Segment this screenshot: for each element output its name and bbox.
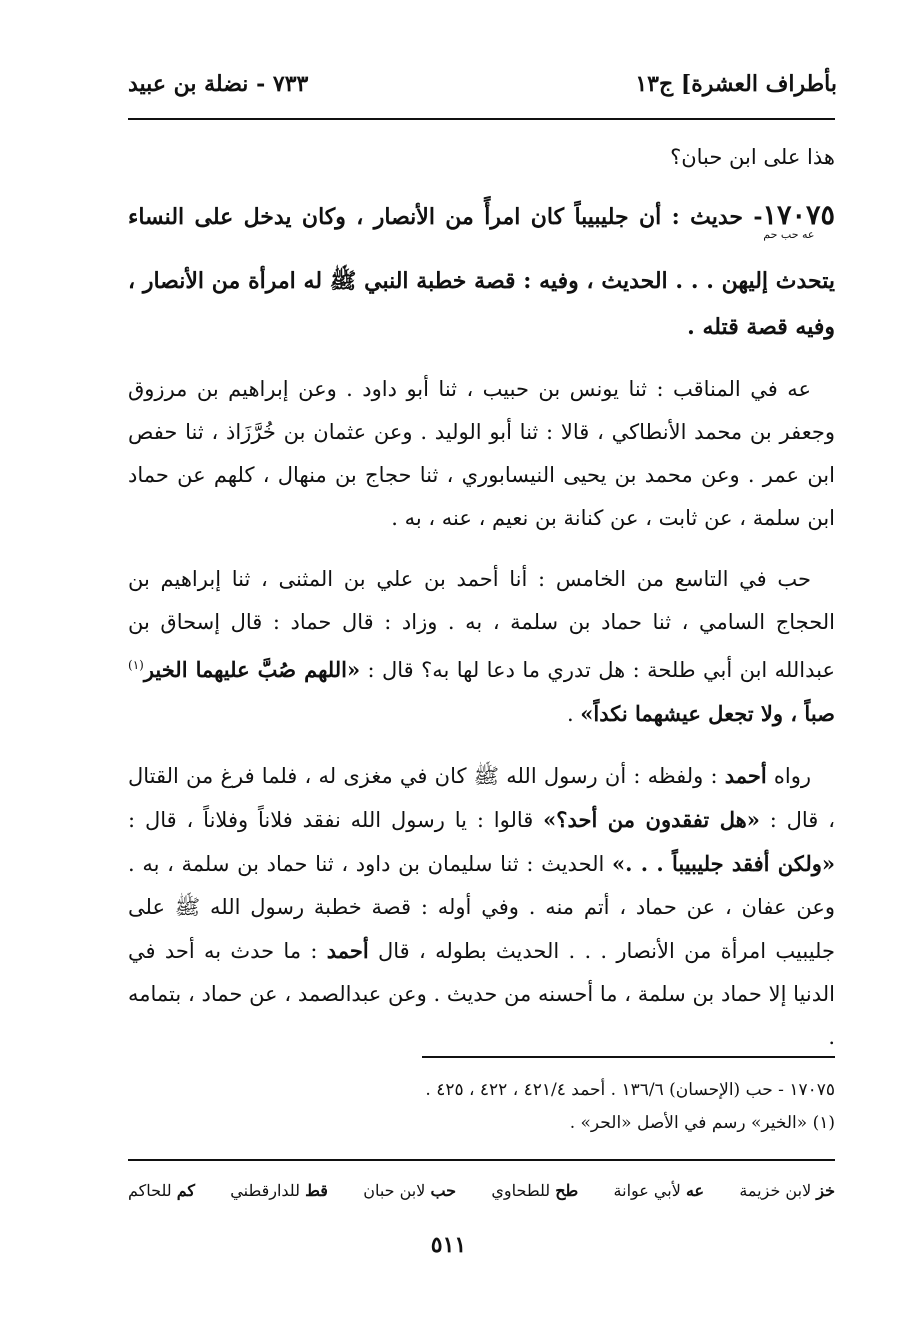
page-number: ٥١١ [430,1232,467,1258]
hadith-text: - حديث : أن جليبيباً كان امرأً من الأنصار ، وكان يدخل على النساء يتحدث إليهن . . . الحديث ، وفيه : قصة خطبة النبي ﷺ له امرأة من الأنصار ، وفيه قصة قتله . [128,204,835,340]
footnote-source: ١٧٠٧٥ - حب (الإحسان) ١٣٦/٦ . أحمد ٤٢١/٤ ، ٤٢٢ ، ٤٢٥ . [425,1080,835,1100]
header-book-title: بأطراف العشرة] ج١٣ [635,71,837,97]
abbreviation-legend [128,1172,835,1208]
p3-ahmad: أحمد [724,763,767,788]
p2-dua: «اللهم صُبَّ عليهما الخير [143,657,361,682]
p2-dua-end: صباً ، ولا تجعل عيشهما نكداً» [580,701,835,726]
p3-e: قالوا : يا رسول الله نفقد فلاناً وفلاناً ، قال : [128,808,544,832]
hadith-sigla: عه حب حم [763,228,815,241]
legend-rule [128,1159,835,1161]
p3-i: : ما حدث به أحد في الدنيا إلا حماد بن سلمة ، ما أحسنه من حديث . وعن عبدالصمد ، عن حماد ، بتمامه . [128,939,835,1049]
header-chapter-title: ٧٣٣ - نضلة بن عبيد [128,71,309,97]
paragraph-manaqib: عه في المناقب : ثنا يونس بن حبيب ، ثنا أبو داود . وعن إبراهيم بن مرزوق وجعفر بن محمد الأنطاكي ، قالا : ثنا أبو الوليد . وعن عثمان بن خُرَّزَاذ ، ثنا حفص ابن عمر . وعن محمد بن يحيى النيسابوري ، ثنا حجاج بن منهال ، كلهم عن حماد ابن سلمة ، عن ثابت ، عن كنانة بن نعيم ، عنه ، به . [128,377,835,530]
p3-c: : ولفظه : أن رسول الله ﷺ كان في مغزى له ، فلما فرغ من القتال ، قال : [128,764,835,832]
legend-item: خز لابن خزيمة [739,1180,835,1200]
p3-a: رواه [766,764,811,788]
p2-end: . [566,702,581,726]
p3-ahmad-2: أحمد [326,938,369,963]
running-header [128,64,837,104]
footnote-ref: (١) [128,658,144,672]
main-text [128,136,835,1077]
footnote-rule [422,1056,835,1058]
legend-item: طح للطحاوي [491,1180,579,1200]
p3-quote-2: «ولكن أفقد جليبيباً . . .» [612,851,835,876]
footnotes [128,1074,835,1140]
header-rule [128,118,835,120]
footnote-1: (١) «الخير» رسم في الأصل «الحر» . [569,1113,835,1133]
hadith-heading [128,193,835,350]
legend-item: قط للدارقطني [230,1180,328,1200]
legend-item: عه لأبي عوانة [613,1180,705,1200]
p3-quote-1: «هل تفقدون من أحد؟» [543,807,760,832]
paragraph-ahmad [128,754,835,1059]
p2-text: حب في التاسع من الخامس : أنا أحمد بن علي بن المثنى ، ثنا إبراهيم بن الحجاج السامي ، ثنا حماد بن سلمة ، به . وزاد : قال حماد : قال إسحاق بن عبدالله ابن أبي طلحة : هل تدري ما دعا لها به؟ قال : [128,567,835,682]
paragraph-ibn-hibban [128,558,835,736]
p3-g: الحديث : ثنا سليمان بن داود ، ثنا حماد بن سلمة ، به . وعن عفان ، عن حماد ، أتم منه . وفي أوله : قصة خطبة رسول الله ﷺ على جليبيب امرأة من الأنصار . . . الحديث بطوله ، قال [128,852,835,963]
legend-item: حب لابن حبان [363,1180,457,1200]
question-line: هذا على ابن حبان؟ [670,145,835,169]
legend-item: كم للحاكم [128,1180,195,1200]
hadith-number: ١٧٠٧٥ [762,200,835,231]
